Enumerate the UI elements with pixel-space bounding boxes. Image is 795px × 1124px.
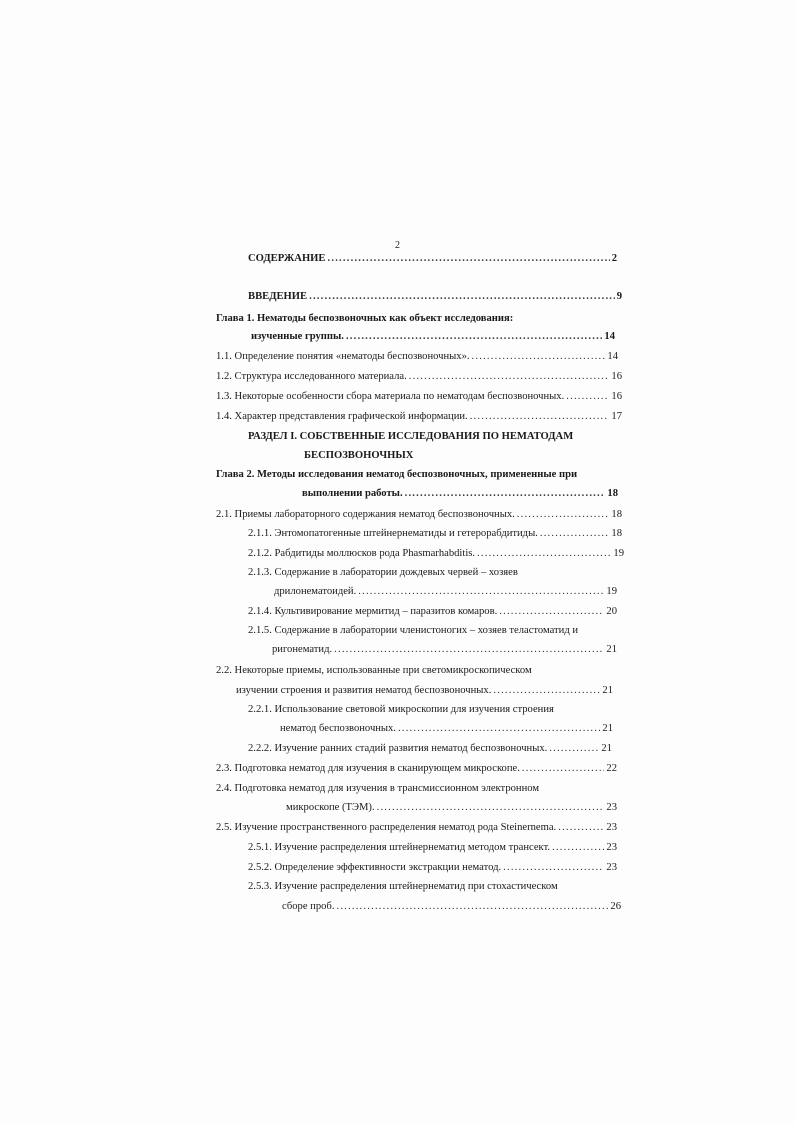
toc-entry-title: выполнении работы. <box>302 488 403 499</box>
toc-entry <box>286 801 617 815</box>
toc-entry: 2.4. Подготовка нематод для изучения в трансмиссионном электронном <box>216 783 540 794</box>
toc-entry: 2.1.5. Содержание в лаборатории членистоногих – хозяев теластоматид и <box>248 625 579 636</box>
toc-entry <box>280 722 613 736</box>
dot-leader <box>470 410 610 424</box>
toc-entry-page: 16 <box>611 391 622 402</box>
toc-entry-page: 20 <box>606 606 617 617</box>
dot-leader <box>409 370 610 384</box>
toc-entry-title: дрилонематоидей. <box>274 586 357 597</box>
dot-leader <box>552 841 604 855</box>
toc-entry-page: 21 <box>602 685 613 696</box>
toc-entry: 2.2.1. Использование световой микроскопии для изучения строения <box>248 704 554 715</box>
toc-entry <box>248 547 624 561</box>
dot-leader <box>522 762 605 776</box>
toc-entry-page: 18 <box>611 528 622 539</box>
toc-entry-page: 16 <box>611 371 622 382</box>
toc-entry <box>248 527 622 541</box>
toc-entry-page: 21 <box>601 743 612 754</box>
toc-entry-page: 21 <box>606 644 617 655</box>
toc-entry-title: 1.2. Структура исследованного материала. <box>216 371 407 382</box>
toc-entry-page: 14 <box>604 331 615 342</box>
toc-entry-title: ригонематид. <box>272 644 333 655</box>
dot-leader <box>493 684 600 698</box>
toc-entry <box>251 330 615 344</box>
toc-entry-page: 19 <box>613 548 624 559</box>
toc-entry <box>248 252 617 266</box>
dot-leader <box>334 643 604 657</box>
toc-entry-title: 2.1. Приемы лабораторного содержания нематод беспозвоночных. <box>216 509 515 520</box>
dot-leader <box>336 900 608 914</box>
toc-entry-page: 18 <box>607 488 618 499</box>
toc-entry-title: сборе проб. <box>282 901 335 912</box>
toc-entry <box>216 821 617 835</box>
dot-leader <box>549 742 599 756</box>
toc-entry-title: ВВЕДЕНИЕ <box>248 291 308 302</box>
toc-entry-title: 2.3. Подготовка нематод для изучения в сканирующем микроскопе. <box>216 763 520 774</box>
toc-entry <box>248 742 612 756</box>
toc-entry-page: 9 <box>616 291 622 302</box>
toc-entry <box>282 900 621 914</box>
toc-entry-page: 17 <box>611 411 622 422</box>
toc-entry-page: 18 <box>611 509 622 520</box>
toc-entry <box>272 643 617 657</box>
toc-entry-page: 23 <box>606 862 617 873</box>
dot-leader <box>517 508 610 522</box>
toc-entry-page: 14 <box>607 351 618 362</box>
dot-leader <box>477 547 611 561</box>
toc-entry-page: 23 <box>606 842 617 853</box>
toc-entry-title: 2.2.2. Изучение ранних стадий развития нематод беспозвоночных. <box>248 743 548 754</box>
toc-entry-title: 1.1. Определение понятия «нематоды беспозвоночных». <box>216 351 470 362</box>
dot-leader <box>328 252 610 266</box>
toc-entry-title: микроскопе (ТЭМ). <box>286 802 375 813</box>
toc-entry-title: 2.5.1. Изучение распределения штейнернематид методом трансект. <box>248 842 551 853</box>
toc-entry-page: 19 <box>606 586 617 597</box>
toc-entry <box>274 585 617 599</box>
toc-entry <box>248 841 617 855</box>
dot-leader <box>503 861 604 875</box>
toc-entry <box>216 390 622 404</box>
toc-entry: РАЗДЕЛ I. СОБСТВЕННЫЕ ИССЛЕДОВАНИЯ ПО НЕМАТОДАМ <box>248 431 574 442</box>
toc-entry <box>216 762 617 776</box>
toc-entry: БЕСПОЗВОНОЧНЫХ <box>304 450 414 461</box>
toc-entry-page: 21 <box>602 723 613 734</box>
toc-entry-title: СОДЕРЖАНИЕ <box>248 253 326 264</box>
toc-entry: 2.5.3. Изучение распределения штейнернематид при стохастическом <box>248 881 558 892</box>
toc-entry-title: 1.3. Некоторые особенности сбора материала по нематодам беспозвоночных. <box>216 391 565 402</box>
dot-leader <box>566 390 609 404</box>
dot-leader <box>499 605 604 619</box>
toc-entry-page: 23 <box>606 802 617 813</box>
toc-entry-page: 22 <box>606 763 617 774</box>
toc-entry <box>302 487 618 501</box>
dot-leader <box>358 585 604 599</box>
dot-leader <box>472 350 606 364</box>
toc-entry: Глава 1. Нематоды беспозвоночных как объект исследования: <box>216 313 514 324</box>
toc-entry-title: 2.1.2. Рабдитиды моллюсков рода Phasmarhabditis. <box>248 548 476 559</box>
dot-leader <box>346 330 602 344</box>
toc-entry <box>216 410 622 424</box>
toc-entry <box>248 605 617 619</box>
dot-leader <box>309 290 615 304</box>
toc-entry-title: 2.5. Изучение пространственного распределения нематод рода Steinernema. <box>216 822 557 833</box>
page-number: 2 <box>395 240 400 251</box>
toc-entry-title: 2.1.1. Энтомопатогенные штейнернематиды и гетерорабдитиды. <box>248 528 538 539</box>
toc-entry-title: нематод беспозвоночных. <box>280 723 396 734</box>
toc-entry-page: 23 <box>606 822 617 833</box>
toc-entry <box>236 684 613 698</box>
dot-leader <box>398 722 600 736</box>
dot-leader <box>377 801 605 815</box>
dot-leader <box>558 821 604 835</box>
toc-entry <box>216 350 618 364</box>
toc-entry-title: изучении строения и развития нематод беспозвоночных. <box>236 685 492 696</box>
toc-entry <box>248 861 617 875</box>
toc-entry-title: 2.1.4. Культивирование мермитид – паразитов комаров. <box>248 606 498 617</box>
toc-entry: Глава 2. Методы исследования нематод беспозвоночных, примененные при <box>216 469 578 480</box>
toc-entry-title: 1.4. Характер представления графической информации. <box>216 411 468 422</box>
toc-entry: 2.1.3. Содержание в лаборатории дождевых червей – хозяев <box>248 567 518 578</box>
toc-entry-title: 2.5.2. Определение эффективности экстракции нематод. <box>248 862 502 873</box>
toc-entry-page: 2 <box>611 253 617 264</box>
toc-entry-page: 26 <box>610 901 621 912</box>
toc-entry <box>216 508 622 522</box>
dot-leader <box>540 527 610 541</box>
toc-entry: 2.2. Некоторые приемы, использованные при светомикроскопическом <box>216 665 532 676</box>
toc-entry-title: изученные группы. <box>251 331 344 342</box>
toc-entry <box>248 290 622 304</box>
dot-leader <box>405 487 606 501</box>
toc-entry <box>216 370 622 384</box>
